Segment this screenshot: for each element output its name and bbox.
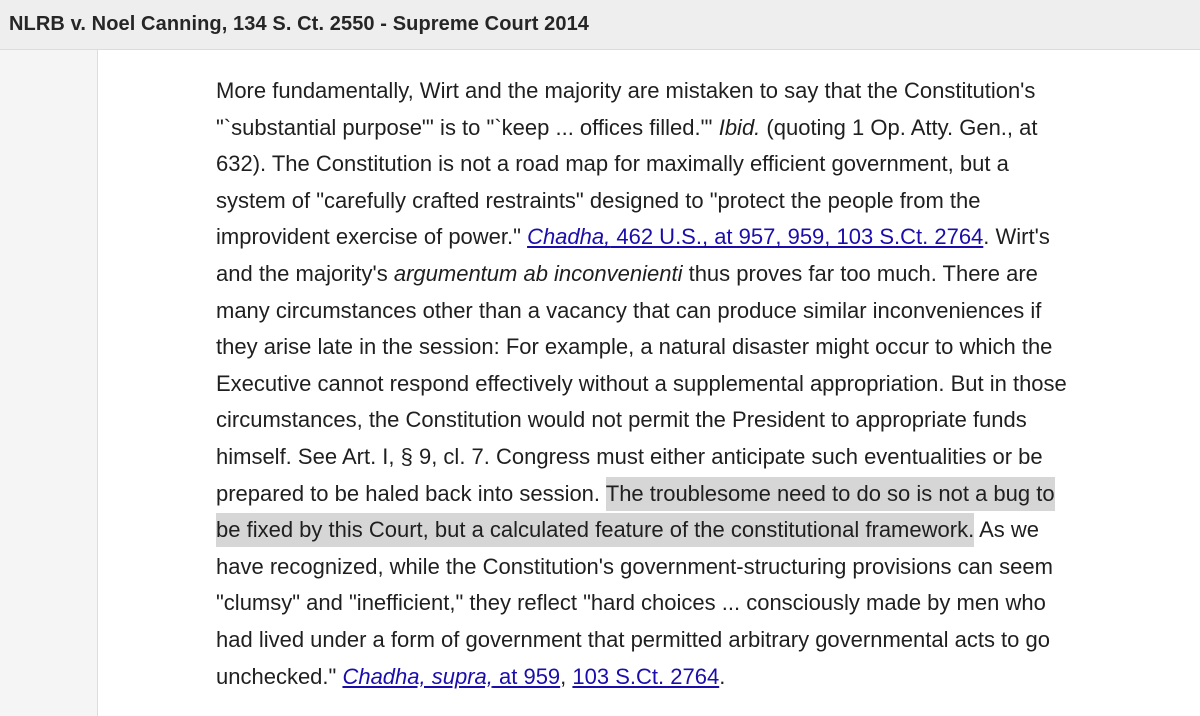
text-line: be fixed by this Court, but a calculated feature of the constitutional framework. As we: [216, 512, 1186, 549]
page-header: [0, 0, 1200, 50]
opinion-text: [216, 73, 1186, 695]
text-line: unchecked." Chadha, supra, at 959, 103 S.Ct. 2764.: [216, 663, 726, 689]
text-line: improvident exercise of power." Chadha, 462 U.S., at 957, 959, 103 S.Ct. 2764. Wirt's: [216, 224, 1050, 250]
text-line: have recognized, while the Constitution's government-structuring provisions can seem: [216, 553, 1053, 579]
text-line: himself. See Art. I, § 9, cl. 7. Congress must either anticipate such eventualities or be: [216, 443, 1043, 469]
text-line: they arise late in the session: For example, a natural disaster might occur to which the: [216, 334, 1053, 360]
page-title: NLRB v. Noel Canning, 134 S. Ct. 2550 - Supreme Court 2014: [9, 13, 590, 35]
text-line: prepared to be haled back into session. The troublesome need to do so is not a bug to: [216, 476, 1186, 513]
text-line: many circumstances other than a vacancy that can produce similar inconveniences if: [216, 297, 1042, 323]
chadha-citation-link[interactable]: Chadha, 462 U.S., at 957, 959, 103 S.Ct. 2764: [527, 224, 984, 250]
highlighted-text: be fixed by this Court, but a calculated feature of the constitutional framework.: [216, 513, 974, 547]
sct-citation-link[interactable]: 103 S.Ct. 2764: [572, 663, 720, 689]
highlighted-text: The troublesome need to do so is not a bug to: [606, 477, 1055, 511]
latin-phrase: argumentum ab inconvenienti: [393, 260, 683, 286]
text-line: Executive cannot respond effectively without a supplemental appropriation. But in those: [216, 370, 1067, 396]
text-line: system of "carefully crafted restraints" designed to "protect the people from the: [216, 187, 981, 213]
text-line: had lived under a form of government that permitted arbitrary governmental acts to go: [216, 626, 1050, 652]
ibid-citation: Ibid.: [718, 114, 761, 140]
text-line: "`substantial purpose"' is to "`keep ... offices filled."' Ibid. (quoting 1 Op. Atty. Gen., at: [216, 114, 1038, 140]
left-margin-panel: [0, 50, 98, 716]
text-line: circumstances, the Constitution would not permit the President to appropriate funds: [216, 407, 1027, 433]
text-line: "clumsy" and "inefficient," they reflect "hard choices ... consciously made by men who: [216, 590, 1046, 616]
text-line: More fundamentally, Wirt and the majority are mistaken to say that the Constitution's: [216, 78, 1036, 103]
text-line: 632). The Constitution is not a road map for maximally efficient government, but a: [216, 151, 1009, 177]
chadha-supra-link[interactable]: Chadha, supra, at 959: [342, 663, 561, 689]
text-line: and the majority's argumentum ab inconvenienti thus proves far too much. There are: [216, 260, 1038, 286]
